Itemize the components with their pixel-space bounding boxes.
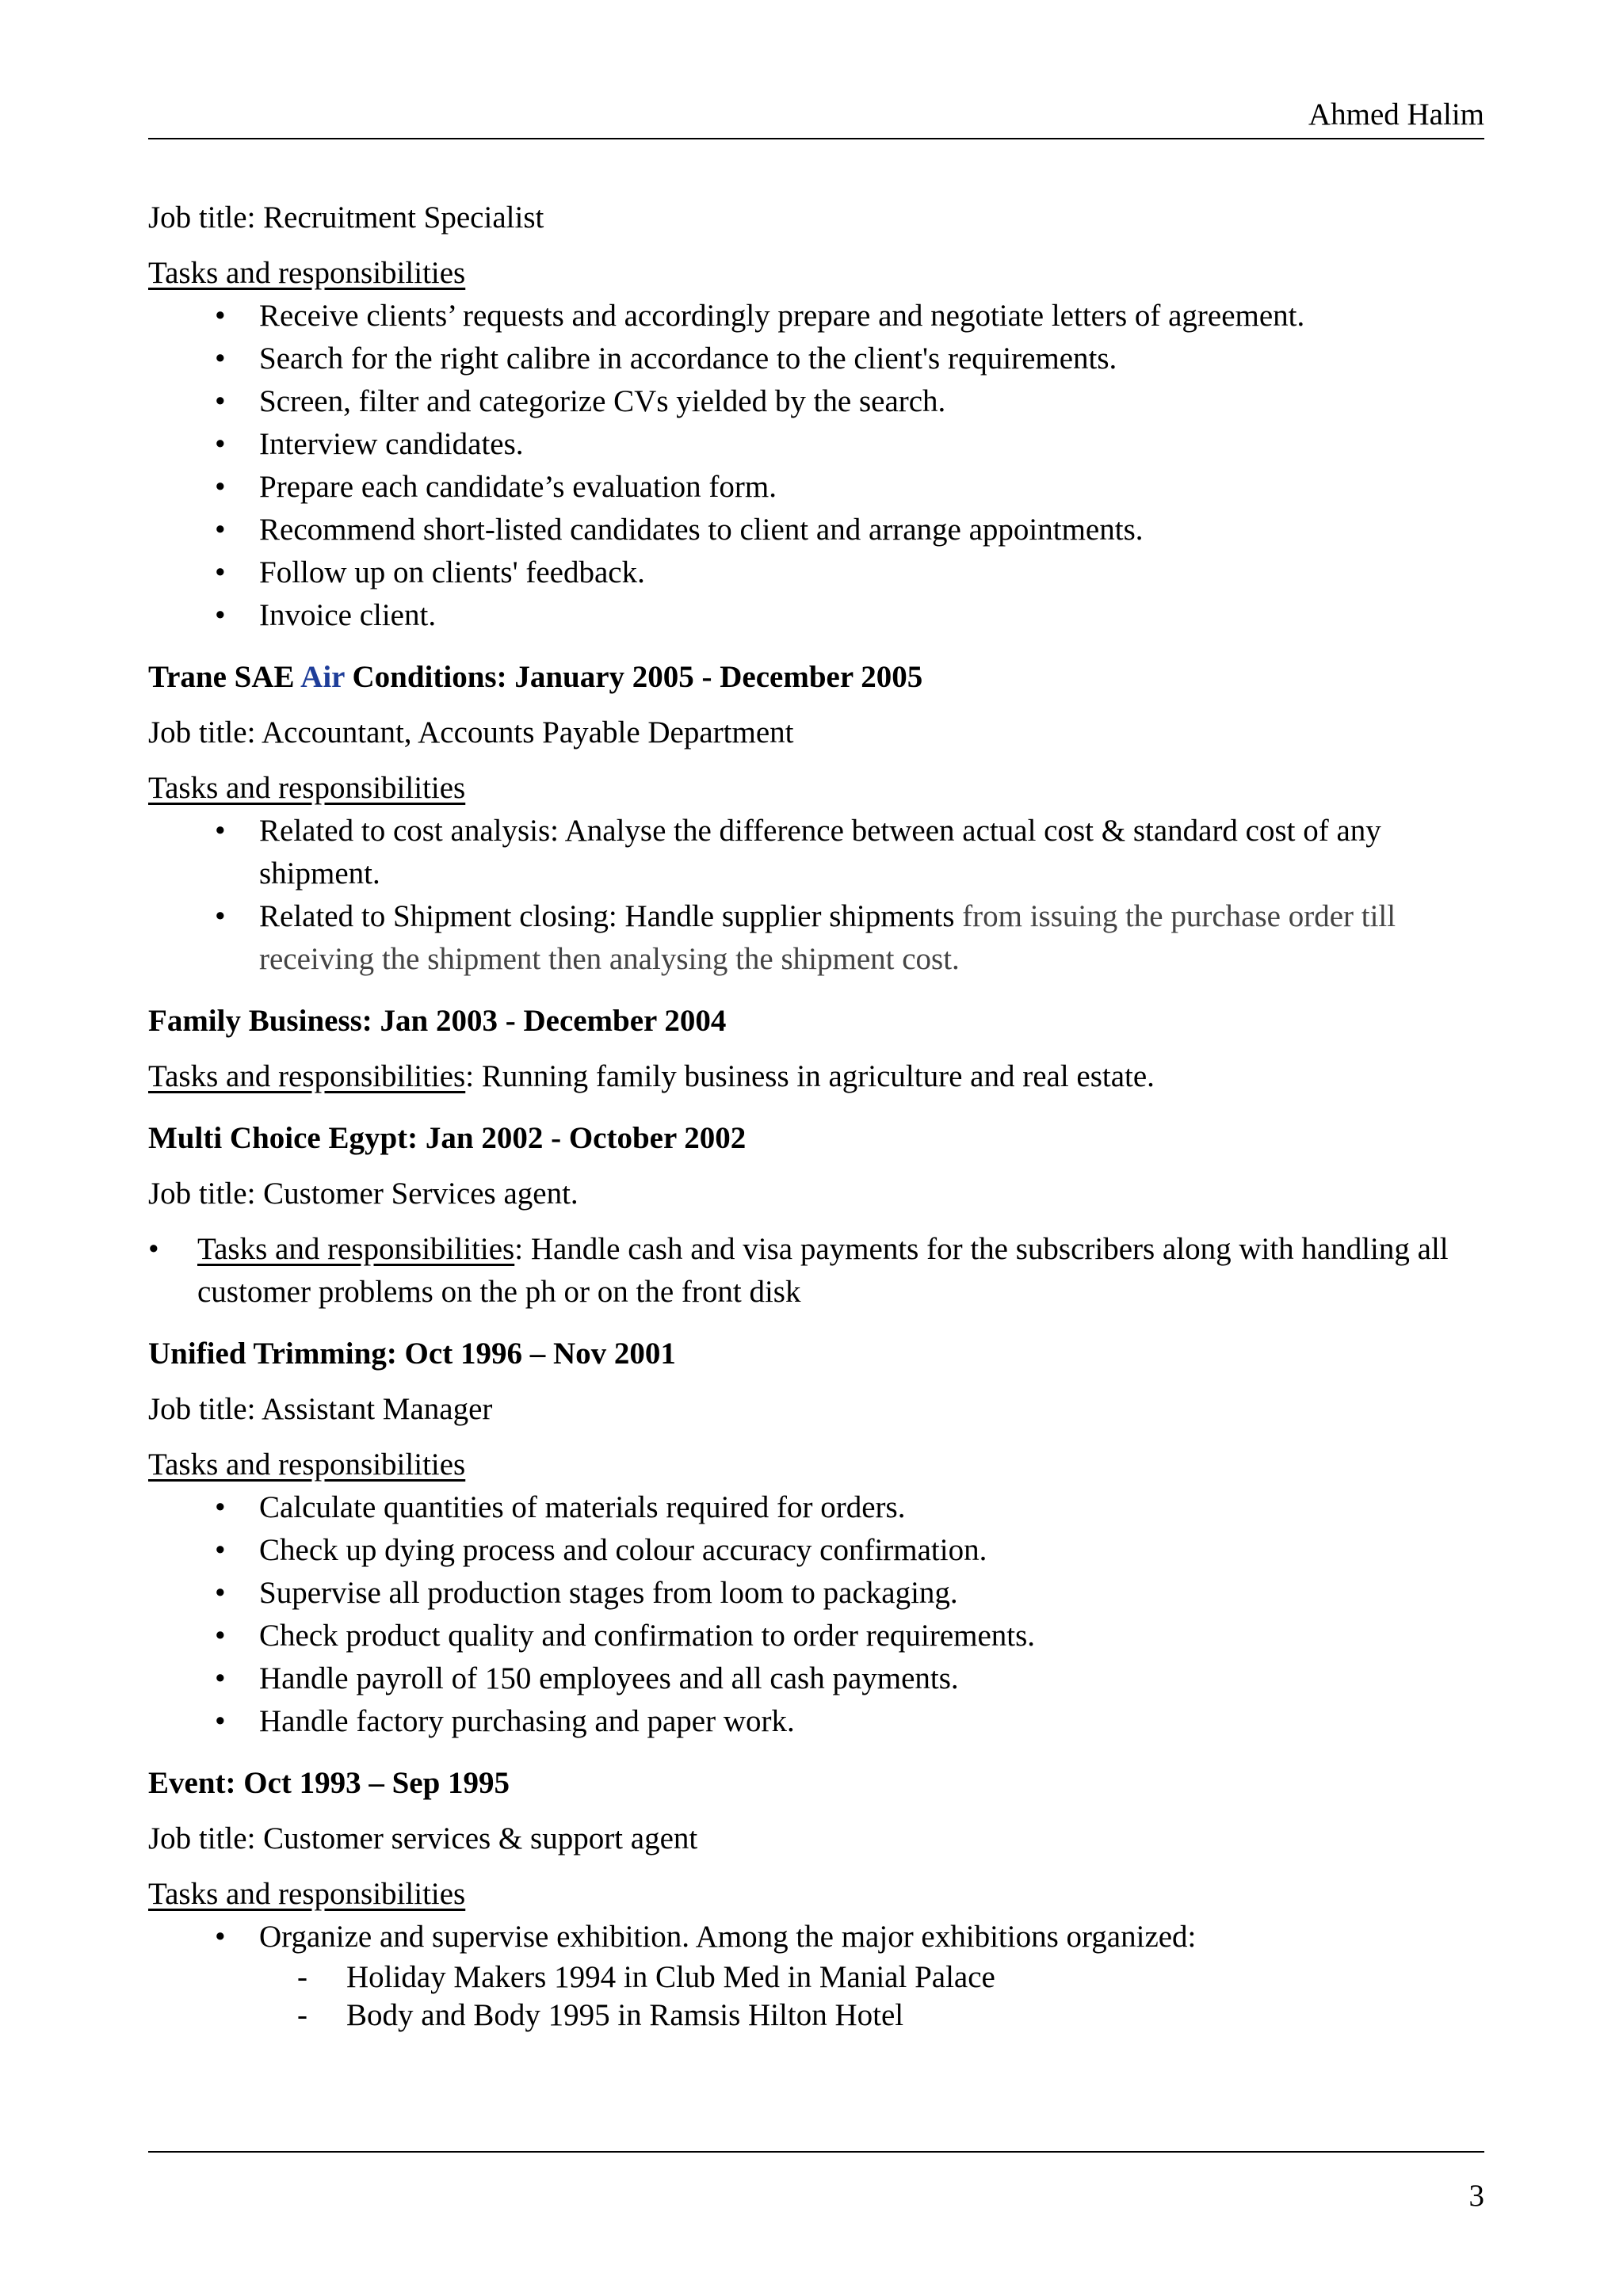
list-item: • Invoice client. — [259, 594, 1484, 637]
sub-list — [148, 1958, 1484, 2035]
page-number: 3 — [1468, 2179, 1484, 2213]
section-trane — [148, 656, 1484, 981]
task-list — [148, 1916, 1484, 1958]
list-item: • Supervise all production stages from loom to packaging. — [259, 1572, 1484, 1615]
section-heading: Unified Trimming: Oct 1996 – Nov 2001 — [148, 1337, 676, 1371]
section-unified-trimming — [148, 1333, 1484, 1743]
list-item: • Interview candidates. — [259, 423, 1484, 466]
sub-list-item: - Body and Body 1995 in Ramsis Hilton Hotel — [346, 1997, 1484, 2035]
section-recruitment — [148, 196, 1484, 637]
list-item: • Calculate quantities of materials required for orders. — [259, 1486, 1484, 1529]
section-heading: Multi Choice Egypt: Jan 2002 - October 2002 — [148, 1121, 747, 1155]
section-multichoice — [148, 1117, 1484, 1314]
tasks-label: Tasks and responsibilities — [197, 1232, 515, 1266]
task-list — [148, 295, 1484, 637]
bullet-icon: • — [215, 1920, 226, 1954]
tasks-label: Tasks and responsibilities — [148, 771, 466, 805]
bullet-icon: • — [215, 1661, 226, 1695]
list-item: • Recommend short-listed candidates to client and arrange appointments. — [259, 509, 1484, 551]
bullet-icon: • — [215, 1619, 226, 1653]
tasks-label: Tasks and responsibilities — [148, 256, 466, 290]
list-item: • Related to Shipment closing: Handle supplier shipments from issuing the purchase order till receiving the shipment then analysing the shipment cost. — [259, 895, 1480, 981]
job-title: Job title: Recruitment Specialist — [148, 200, 544, 235]
section-heading: Event: Oct 1993 – Sep 1995 — [148, 1766, 510, 1800]
dash-icon: - — [297, 1960, 307, 1994]
bullet-icon: • — [215, 341, 226, 376]
dash-icon: - — [297, 1998, 307, 2032]
footer-rule — [148, 2151, 1484, 2153]
tasks-label: Tasks and responsibilities — [148, 1059, 466, 1093]
bullet-icon: • — [215, 470, 226, 504]
bullet-icon: • — [215, 1490, 226, 1524]
header-rule — [148, 138, 1484, 139]
bullet-icon: • — [215, 814, 226, 848]
header-name: Ahmed Halim — [1308, 97, 1484, 132]
bullet-icon: • — [215, 555, 226, 589]
bullet-icon: • — [215, 299, 226, 333]
bullet-icon: • — [215, 384, 226, 418]
list-item: • Follow up on clients' feedback. — [259, 551, 1484, 594]
bullet-icon: • — [215, 1704, 226, 1738]
bullet-icon: • — [215, 1576, 226, 1610]
list-item: • Check product quality and confirmation to order requirements. — [259, 1615, 1484, 1657]
list-item: • Screen, filter and categorize CVs yielded by the search. — [259, 380, 1484, 423]
bullet-icon: • — [215, 513, 226, 547]
job-title: Job title: Customer Services agent. — [148, 1177, 579, 1211]
list-item: • Handle payroll of 150 employees and all cash payments. — [259, 1657, 1484, 1700]
list-item: • Check up dying process and colour accuracy confirmation. — [259, 1529, 1484, 1572]
bullet-icon: • — [215, 427, 226, 461]
document-page — [148, 0, 1484, 2296]
list-item: • Search for the right calibre in accordance to the client's requirements. — [259, 338, 1484, 380]
tasks-label: Tasks and responsibilities — [148, 1447, 466, 1482]
task-list — [148, 810, 1484, 981]
bullet-icon: • — [215, 899, 226, 933]
list-item: • Related to cost analysis: Analyse the difference between actual cost & standard cost of any shipment. — [259, 810, 1480, 895]
sub-list-item: - Holiday Makers 1994 in Club Med in Manial Palace — [346, 1958, 1484, 1997]
list-item: • Receive clients’ requests and accordingly prepare and negotiate letters of agreement. — [259, 295, 1484, 338]
list-item: • Prepare each candidate’s evaluation form. — [259, 466, 1484, 509]
tasks-summary: • Tasks and responsibilities: Handle cash and visa payments for the subscribers along with handling all customer problems on the ph or on the front disk — [148, 1228, 1465, 1314]
tasks-summary: Tasks and responsibilities: Running family business in agriculture and real estate. — [148, 1059, 1155, 1093]
bullet-icon: • — [215, 1533, 226, 1567]
job-title: Job title: Customer services & support agent — [148, 1821, 698, 1855]
job-title: Job title: Assistant Manager — [148, 1392, 493, 1426]
job-title: Job title: Accountant, Accounts Payable Department — [148, 715, 794, 749]
list-item: • Handle factory purchasing and paper work. — [259, 1700, 1484, 1743]
bullet-icon: • — [148, 1232, 159, 1266]
bullet-icon: • — [215, 598, 226, 632]
task-list — [148, 1486, 1484, 1743]
page-content — [148, 196, 1484, 2035]
section-heading: Trane SAE Air Conditions: January 2005 - December 2005 — [148, 660, 923, 694]
list-item: • Organize and supervise exhibition. Among the major exhibitions organized: — [259, 1916, 1484, 1958]
section-event — [148, 1762, 1484, 2035]
section-family-business — [148, 1000, 1484, 1098]
tasks-label: Tasks and responsibilities — [148, 1877, 466, 1911]
heading-accent-word: Air — [300, 660, 345, 694]
section-heading: Family Business: Jan 2003 - December 2004 — [148, 1004, 727, 1038]
